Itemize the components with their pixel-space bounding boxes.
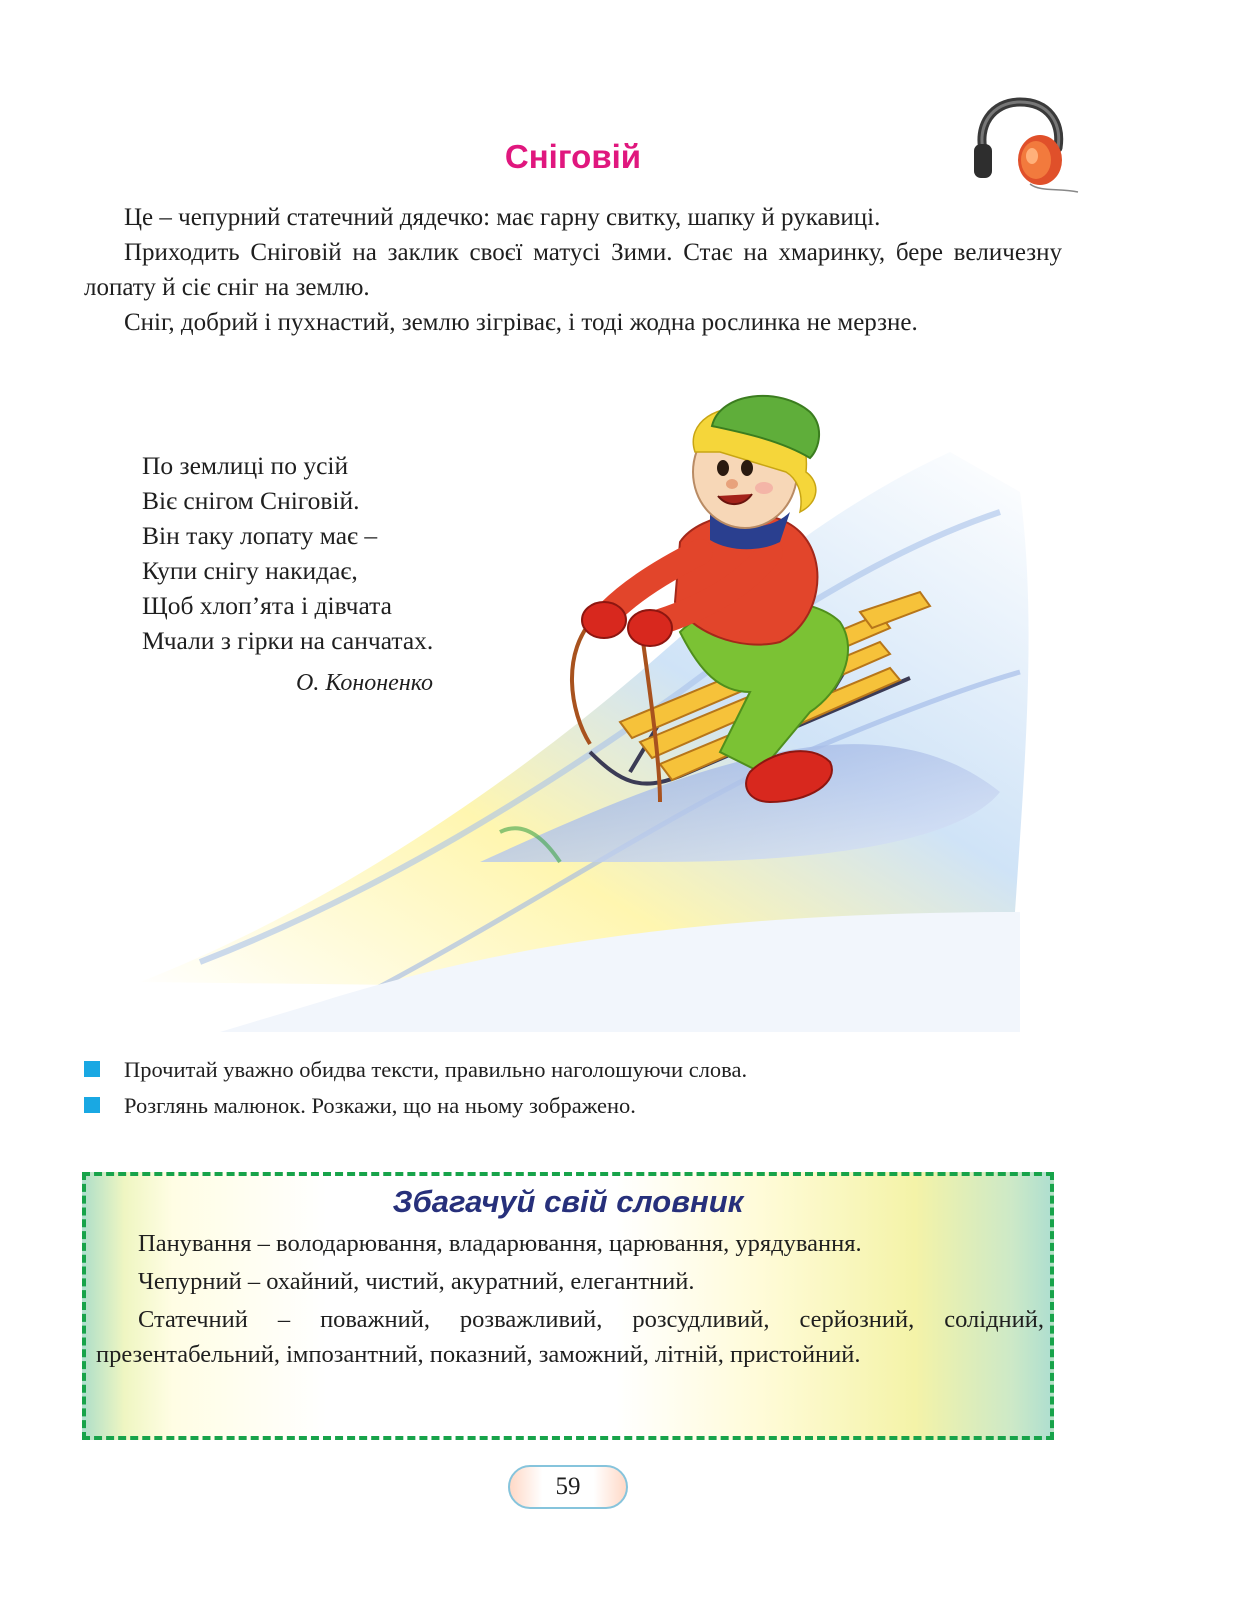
poem-line: Купи снігу накидає, bbox=[142, 556, 358, 585]
task-text: Прочитай уважно обидва тексти, правильно наголошуючи слова. bbox=[124, 1057, 748, 1082]
bullet-square-icon bbox=[84, 1061, 100, 1077]
vocabulary-title: Збагачуй свій словник bbox=[392, 1184, 744, 1219]
poem-line: Він таку лопату має – bbox=[142, 521, 378, 550]
poem-line: Щоб хлоп’ята і дівчата bbox=[142, 591, 392, 620]
task-text: Розглянь малюнок. Розкажи, що на ньому зображено. bbox=[124, 1093, 636, 1118]
poem-line: Віє снігом Сніговій. bbox=[142, 486, 360, 515]
story-text bbox=[84, 200, 1062, 340]
vocabulary-entry: Чепурний – охайний, чистий, акуратний, елегантний. bbox=[138, 1268, 695, 1295]
story-paragraph: Це – чепурний статечний дядечко: має гарну свитку, шапку й рукавиці. bbox=[124, 204, 881, 231]
page-title: Сніговій bbox=[504, 138, 642, 175]
poem-line: По землиці по усій bbox=[142, 451, 349, 480]
poem-line: Мчали з гірки на санчатах. bbox=[142, 626, 434, 655]
task-list bbox=[84, 1052, 1064, 1124]
bullet-square-icon bbox=[84, 1097, 100, 1113]
vocabulary-entry: Панування – володарювання, владарювання, царювання, урядування. bbox=[138, 1230, 862, 1257]
poem bbox=[142, 448, 433, 658]
story-paragraph: Сніг, добрий і пухнастий, землю зігріває, і тоді жодна рослинка не мерзне. bbox=[124, 309, 918, 336]
task-item bbox=[84, 1088, 1064, 1124]
poem-author: О. Кононенко bbox=[296, 670, 434, 696]
vocabulary-entry: Статечний – поважний, розважливий, розсудливий, серйозний, солідний, презентабельний, імпозантний, показний, заможний, літній, пристойний. bbox=[96, 1306, 1044, 1368]
vocabulary-box bbox=[82, 1172, 1054, 1440]
story-paragraph: Приходить Сніговій на заклик своєї матусі Зими. Стає на хмаринку, бере величезну лопату й сіє сніг на землю. bbox=[84, 239, 1062, 301]
vocabulary-entries bbox=[96, 1226, 1044, 1375]
task-item bbox=[84, 1052, 1064, 1088]
page-number: 59 bbox=[508, 1465, 628, 1509]
